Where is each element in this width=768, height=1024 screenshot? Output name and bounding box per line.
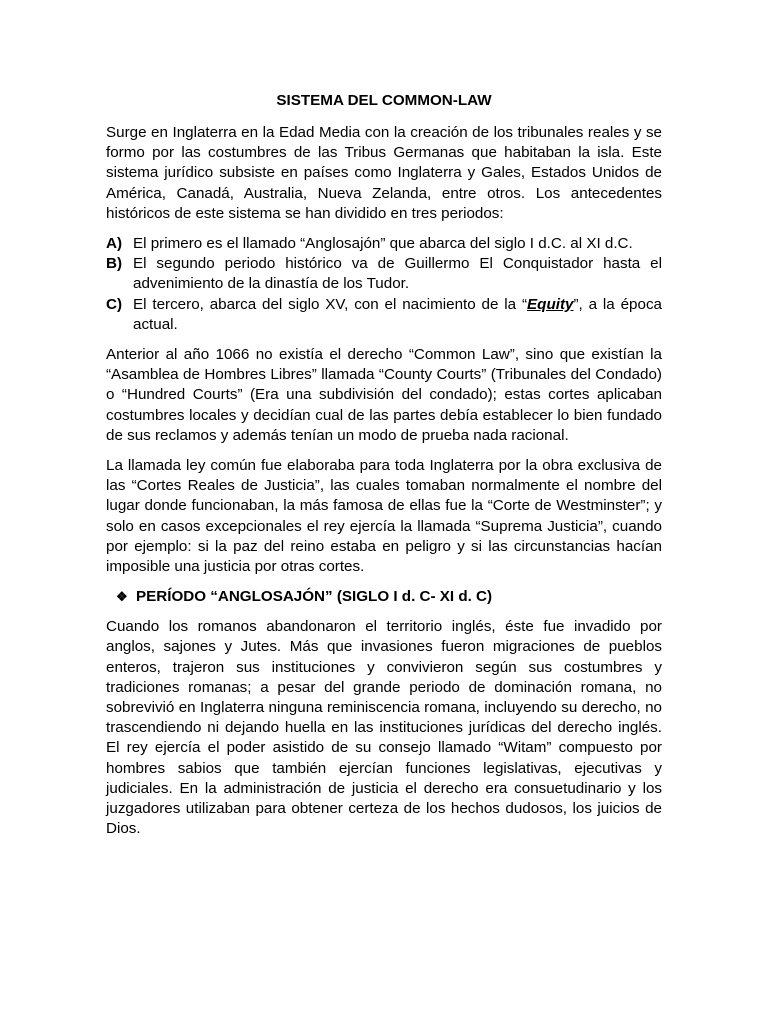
periods-list bbox=[106, 234, 662, 335]
period-marker-a: A) bbox=[106, 235, 123, 253]
paragraph-common-law-origins: Anterior al año 1066 no existía el derecho “Common Law”, sino que existían la “Asamblea de Hombres Libres” llamada “County Courts” (Tribunales del Condado) o “Hundred Courts” (Era una subdivisión del condado); estas cortes aplicaban costumbres locales y decidían cual de las partes debía establecer lo bien fundado de sus reclamos y además tenían un modo de prueba nada racional. bbox=[106, 346, 662, 444]
section-heading-text: PERÍODO “ANGLOSAJÓN” (SIGLO I d. C- XI d. C) bbox=[136, 588, 493, 606]
section-heading-anglosajon bbox=[106, 587, 662, 607]
period-text-b: El segundo periodo histórico va de Guillermo El Conquistador hasta el advenimiento de la dinastía de los Tudor. bbox=[133, 255, 662, 293]
period-item-b bbox=[106, 254, 662, 294]
paragraph-royal-courts: La llamada ley común fue elaboraba para toda Inglaterra por la obra exclusiva de las “Cortes Reales de Justicia”, las cuales tomaban normalmente el nombre del lugar donde funcionaban, la más famosa de ellas fue la “Corte de Westminster”; y solo en casos excepcionales el rey ejercía la llamada “Suprema Justicia”, cuando por ejemplo: si la paz del reino estaba en peligro y si las circunstancias hacían imposible una justicia por otras cortes. bbox=[106, 457, 662, 576]
period-marker-c: C) bbox=[106, 295, 123, 313]
paragraph-anglosajon: Cuando los romanos abandonaron el territorio inglés, éste fue invadido por anglos, sajones y Jutes. Más que invasiones fueron migraciones de pueblos enteros, trajeron sus instituciones y convivieron según sus costumbres y tradiciones romanas; a pesar del grande periodo de dominación romana, no sobrevivió en Inglaterra ninguna reminiscencia romana, incluyendo su derecho, no trascendiendo ni dejando huella en las instituciones jurídicas del derecho inglés. El rey ejercía el poder asistido de su consejo llamado “Witam” compuesto por hombres sabios que también ejercían funciones legislativas, ejecutivas y judiciales. En la administración de justicia el derecho era consuetudinario y los juzgadores utilizaban para obtener certeza de los hechos dudosos, los juicios de Dios. bbox=[106, 618, 662, 838]
equity-term: Equity bbox=[527, 295, 574, 313]
intro-paragraph: Surge en Inglaterra en la Edad Media con la creación de los tribunales reales y se formo por las costumbres de las Tribus Germanas que habitaban la isla. Este sistema jurídico subsiste en países como Inglaterra y Gales, Estados Unidos de América, Canadá, Australia, Nueva Zelanda, entre otros. Los antecedentes históricos de este sistema se han dividido en tres periodos: bbox=[106, 124, 662, 222]
period-text-a: El primero es el llamado “Anglosajón” que abarca del siglo I d.C. al XI d.C. bbox=[133, 235, 633, 253]
period-item-c bbox=[106, 295, 662, 335]
document-page bbox=[106, 88, 662, 850]
period-text-c bbox=[133, 295, 662, 335]
period-marker-b: B) bbox=[106, 255, 123, 273]
period-text-c-before: El tercero, abarca del siglo XV, con el nacimiento de la “ bbox=[133, 295, 528, 313]
period-item-a bbox=[106, 234, 662, 254]
period-text-c-after: ”, a la época actual. bbox=[133, 295, 662, 333]
document-title: SISTEMA DEL COMMON-LAW bbox=[276, 92, 492, 109]
diamond-bullet-icon: ❖ bbox=[116, 589, 128, 605]
